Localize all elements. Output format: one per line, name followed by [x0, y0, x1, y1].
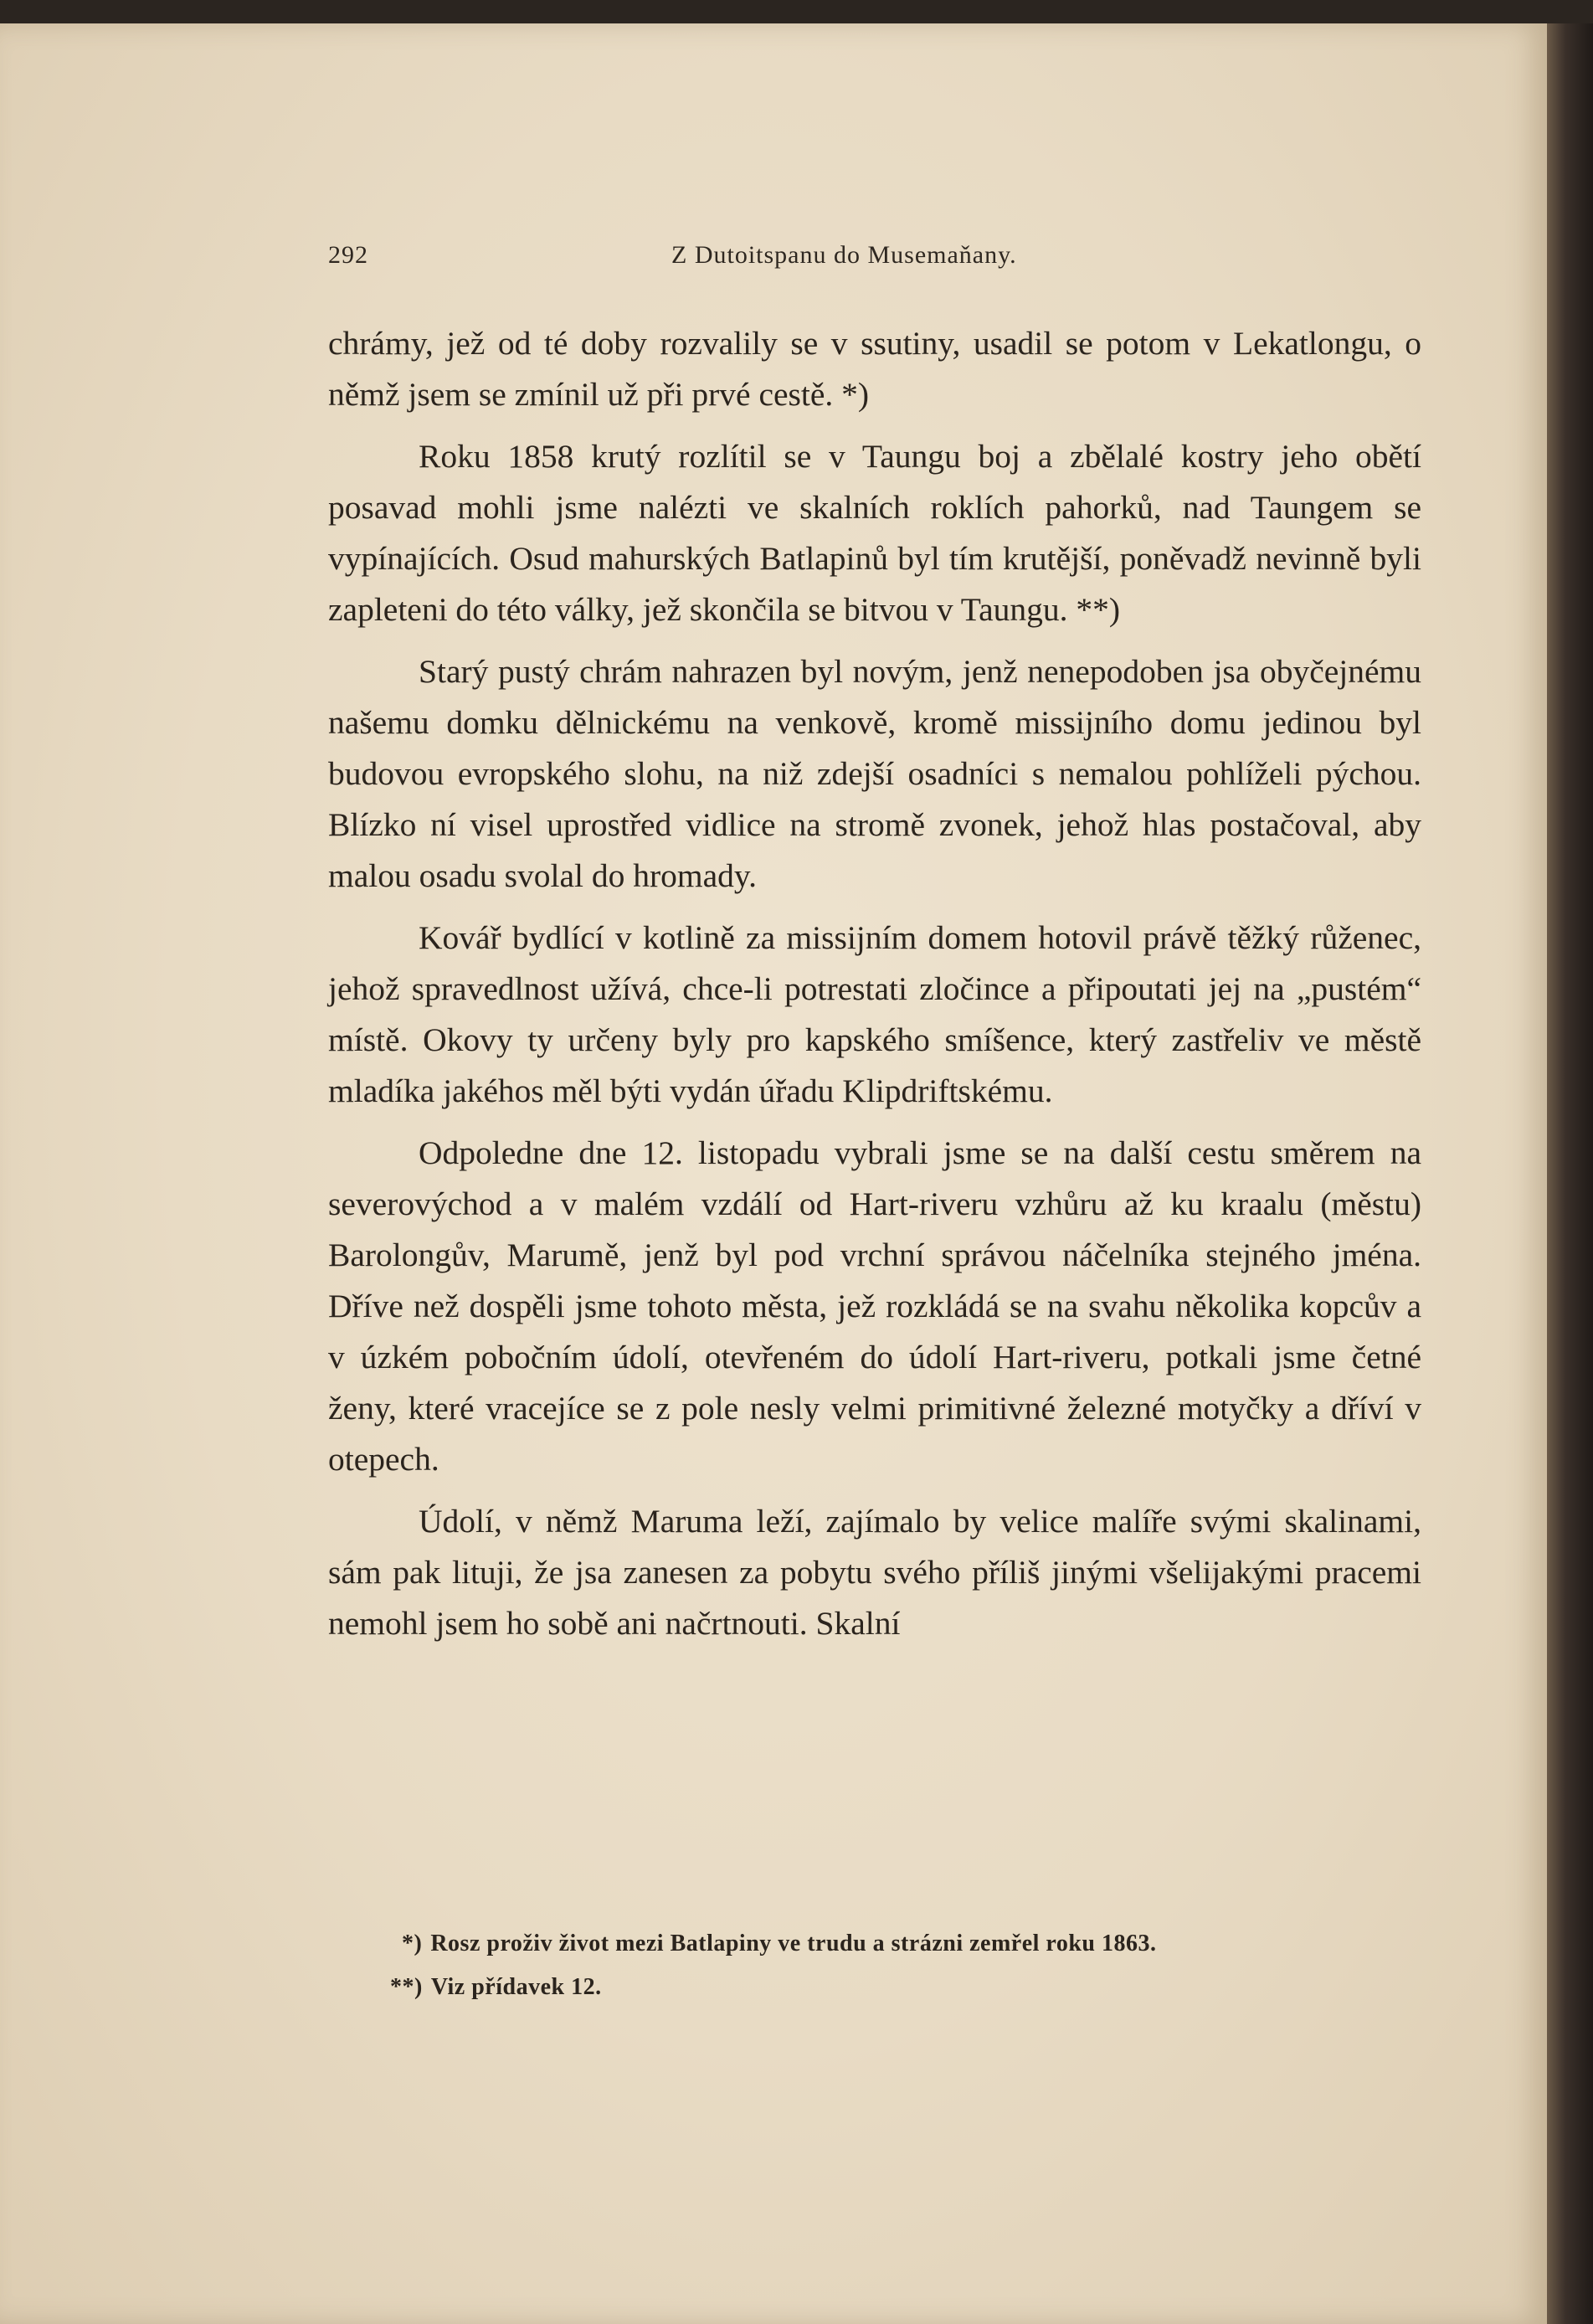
- footnote-2-text: Viz přídavek 12.: [430, 1974, 602, 2000]
- footnote-1-marker: *): [402, 1931, 423, 1956]
- footnote-2-marker: **): [390, 1974, 423, 2000]
- page-edge-shadow: [1547, 23, 1593, 2324]
- footnote-1-text: Rosz proživ život mezi Batlapiny ve trudu a strázni zemřel roku 1863.: [430, 1931, 1157, 1956]
- paragraph-4: Kovář bydlící v kotlině za missijním domem hotovil právě těžký růženec, jehož spravedlnost užívá, chce-li potrestati zločince a připoutati jej na „pustém“ místě. Okovy ty určeny byly pro kapského smíšence, který zastřeliv ve městě mladíka jakéhos měl býti vydán úřadu Klipdriftskému.: [328, 919, 1421, 1109]
- paragraph-2: Roku 1858 krutý rozlítil se v Taungu boj a zbělalé kostry jeho obětí posavad mohli jsme nalézti ve skalních roklích pahorků, nad Taungem se vypínajících. Osud mahurských Batlapinů byl tím krutější, poněvadž nevinně byli zapleteni do této války, jež skončila se bitvou v Taungu. **): [328, 438, 1421, 628]
- paragraph-1: chrámy, jež od té doby rozvalily se v ssutiny, usadil se potom v Lekatlongu, o němž jsem se zmínil už při prvé cestě. *): [328, 325, 1421, 413]
- footnote-2: [390, 1966, 1440, 2009]
- page-header: [328, 241, 1416, 275]
- paragraph-3: Starý pustý chrám nahrazen byl novým, jenž nenepodoben jsa obyčejnému našemu domku dělnickému na venkově, kromě missijního domu jedinou byl budovou evropského slohu, na niž zdejší osadníci s nemalou pohlíželi pýchou. Blízko ní visel uprostřed vidlice na stromě zvonek, jehož hlas postačoval, aby malou osadu svolal do hromady.: [328, 653, 1421, 894]
- page-number: 292: [328, 241, 368, 269]
- paragraph-6: Údolí, v němž Maruma leží, zajímalo by velice malíře svými skalinami, sám pak lituji, že jsa zanesen za pobytu svého příliš jinými všelijakými pracemi nemohl jsem ho sobě ani načrtnouti. Skalní: [328, 1503, 1421, 1642]
- footnote-1: [402, 1922, 1440, 1966]
- footnotes: [390, 1922, 1440, 2009]
- paragraph-5: Odpoledne dne 12. listopadu vybrali jsme se na další cestu směrem na severovýchod a v malém vzdálí od Hart-riveru vzhůru až ku kraalu (městu) Barolongův, Marumě, jenž byl pod vrchní správou náčelníka stejného jména. Dříve než dospěli jsme tohoto města, jež rozkládá se na svahu několika kopcův a v úzkém pobočním údolí, otevřeném do údolí Hart-riveru, potkali jsme četné ženy, které vracejíce se z pole nesly velmi primitivné železné motyčky a dříví v otepech.: [328, 1134, 1421, 1478]
- running-title: Z Dutoitspanu do Musemaňany.: [671, 241, 1017, 269]
- body-text: [328, 318, 1421, 1660]
